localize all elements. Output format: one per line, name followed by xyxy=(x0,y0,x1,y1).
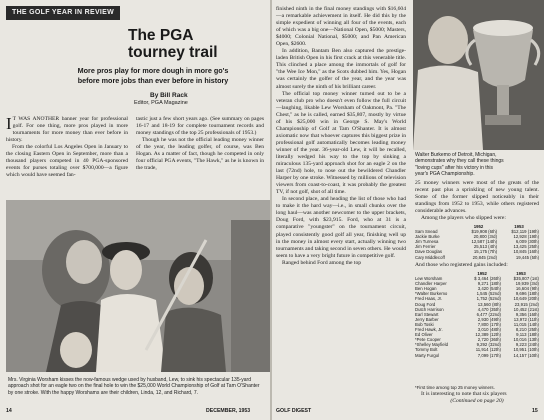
player-name-cell: Cary Middlecoff xyxy=(415,254,445,260)
paragraph: Though he was not the official leading money winner of the year, the leading golfer, of course, was Ben Hogan. As a matter of fact, though he competed in only four official PGA events, "The Hawk," as he is known in the trade, xyxy=(136,137,264,172)
earnings-cell: 7,800 (17th) xyxy=(477,321,501,327)
caption-line: Walter Burkemo of Detroit, Michigan, xyxy=(415,152,497,158)
table-row xyxy=(414,249,540,254)
issue-date: DECEMBER, 1953 xyxy=(206,408,251,414)
article-column-2 xyxy=(136,116,264,172)
section-banner: THE GOLF YEAR IN REVIEW xyxy=(6,6,120,20)
deck-line: More pros play for more dough in more go's xyxy=(77,66,229,75)
headline-line: tourney trail xyxy=(128,44,218,61)
player-name-cell: Dutch Harrison xyxy=(415,306,444,312)
trophy-photo-caption xyxy=(415,152,541,177)
table-row xyxy=(414,296,540,301)
earnings-cell: 2,930 (49th) xyxy=(477,316,501,322)
left-page xyxy=(0,0,270,420)
earnings-cell: 1,545 (52nd) xyxy=(476,291,501,297)
earnings-cell: $12,119 (19th) xyxy=(511,229,539,235)
headline xyxy=(128,27,268,61)
table-header-cell: 1953 xyxy=(514,224,524,229)
table-row xyxy=(414,353,540,358)
byline: By Bill Rack xyxy=(150,92,188,99)
earnings-cell: 6,477 (22nd) xyxy=(476,311,501,317)
page-number-left: 14 xyxy=(6,408,12,414)
paragraph: In second place, and heading the list of those who had to make it the hard way—i.e., in small chunks over the long haul—was another newcomer to the upper brackets, Doug Ford, with $23,915. Ford, who at 31 is a comparative "youngster" on the tournament circuit, played consistently good golf all year, finishing well up in the money in almost every start, actually winning two tournaments and taking second in seven others. He would seem to have a very bright future in competitive golf. xyxy=(276,196,406,259)
player-name-cell: Bob Toski xyxy=(415,321,434,327)
gaining-players-table xyxy=(414,271,540,358)
paragraph xyxy=(6,116,128,144)
earnings-cell: $ 3,464 (26th) xyxy=(474,276,501,282)
gains-intro: And those who registered gains included: xyxy=(415,262,508,268)
earnings-cell: 14,157 (10th) xyxy=(513,352,539,358)
slipped-players-table xyxy=(414,224,540,260)
earnings-cell: 13,972 (11th) xyxy=(513,316,539,322)
paragraph: In addition, Bantam Ben also captured the prestige-laden British Open in his first crack at this venerable title. This clinched a place among the immortals of golf for "the Wee Ice Mon," as the Scots dubbed him. Yes, Hogan was certainly the golfer of the year, and the year was almost surely the ninth of his brilliant career. xyxy=(276,48,406,90)
caption-line: "loving cups" after his victory in this xyxy=(415,164,494,171)
player-name-cell: *Walter Burkemo xyxy=(415,291,448,297)
table-row xyxy=(414,307,540,312)
player-name-cell: Ed Oliver xyxy=(415,332,433,338)
drop-cap: I xyxy=(6,114,12,133)
earnings-cell: 9,292 (32nd) xyxy=(476,342,501,348)
earnings-cell: 3,010 (48th) xyxy=(477,327,501,333)
player-name-cell: Jim Ferrier xyxy=(415,244,436,250)
earnings-cell: $35,807 (1st) xyxy=(513,276,539,282)
player-name-cell: Chandler Harper xyxy=(415,281,447,287)
earnings-cell: 13,560 (8th) xyxy=(477,301,501,307)
photo-caption: Mrs. Virginia Worsham kisses the now-famous wedge used by husband, Lew, to sink his spectacular 135-yard approach shot for an eagle two on the final hole to win the $25,000 World Championship of Golf at Tam O'Shanter by one stroke. With the happy Worshams are their children, Linda, 12, and Richard, 7. xyxy=(8,377,260,396)
paragraph-text: T WAS ANOTHER banner year for professional golf. For one thing, more pros played in more tournaments for more money than ever before in history. xyxy=(6,116,128,144)
page-number-right: 15 xyxy=(532,408,538,414)
earnings-cell: 10,649 (20th) xyxy=(513,296,539,302)
player-name-cell: Jackie Burke xyxy=(415,234,440,240)
player-name-cell: Ben Hogan xyxy=(415,286,437,292)
paragraph: Ranged behind Ford among the top xyxy=(282,259,362,266)
earnings-cell: 20,845 (2nd) xyxy=(472,254,498,260)
earnings-cell: 16,604 (9th) xyxy=(515,286,539,292)
player-name-cell: Jim Turnesa xyxy=(415,239,439,245)
earnings-cell: 10,951 (10th) xyxy=(513,347,539,353)
closing-line: It is interesting to note that six players xyxy=(421,391,507,397)
table-header-cell: 1952 xyxy=(473,224,484,229)
player-name-cell: Doug Ford xyxy=(415,301,436,307)
article-column-3 xyxy=(276,6,406,267)
player-name-cell: Fred Hawk, Jr. xyxy=(415,327,443,333)
earnings-cell: 9,271 (18th) xyxy=(477,281,501,287)
table-row xyxy=(414,347,540,352)
player-name-cell: Lew Worsham xyxy=(415,276,443,282)
paragraph: Among the players who slipped were: xyxy=(421,215,506,222)
right-page xyxy=(272,0,544,420)
paragraph: 25 money winners were most of the greats of the recent past plus a sprinkling of new young talent. Some of the former slipped noticeably in their standings from 1952 to 1953, while others registered considerable advances. xyxy=(415,180,539,215)
player-name-cell: Earl Stewart xyxy=(415,311,439,317)
worsham-family-photo xyxy=(6,200,270,372)
earnings-cell: 4,470 (35th) xyxy=(477,306,501,312)
earnings-cell: 3,420 (54th) xyxy=(477,286,501,292)
player-name-cell: Marty Furgol xyxy=(415,352,440,358)
deck-line: before more jobs than ever before in history xyxy=(77,75,229,85)
earnings-cell: 20,800 (3rd) xyxy=(473,234,498,240)
magazine-name: GOLF DIGEST xyxy=(276,408,312,414)
earnings-cell: 10,016 (13th) xyxy=(513,337,539,343)
earnings-cell: 12,587 (14th) xyxy=(471,239,498,245)
caption-line: year's PGA Championship. xyxy=(415,170,475,177)
player-name-cell: Sam Snead xyxy=(415,229,438,235)
earnings-cell: 12,389 (12th) xyxy=(475,332,501,338)
earnings-cell: 11,015 (14th) xyxy=(513,321,539,327)
player-name-cell: *Shelley Mayfield xyxy=(415,342,448,348)
table-footnote: *First time among top 25 money winners. xyxy=(415,385,495,390)
caption-line: demonstrates why they call these things xyxy=(415,158,504,165)
paragraph: finished ninth in the final money standings with $16,604—a remarkable achievement in itself. He did this by the simple expedient of winning all four of the events, each of which was a big one—National Open, $5000; Masters, $4000; Colonial National, $5000; and Pan American Open, $2600. xyxy=(276,6,406,48)
player-name-cell: Jerry Barber xyxy=(415,316,439,322)
table-header-cell: 1952 xyxy=(477,271,487,276)
earnings-cell: 9,356 (16th) xyxy=(515,311,539,317)
player-name-cell: Fred Haas, Jr. xyxy=(415,296,442,302)
byline-role: Editor, PGA Magazine xyxy=(134,100,188,106)
earnings-cell: 7,099 (17th) xyxy=(477,352,501,358)
table-row xyxy=(414,255,540,260)
earnings-cell: 10,452 (21st) xyxy=(513,306,539,312)
burkemo-trophy-photo xyxy=(413,0,544,150)
earnings-cell: 15,175 (7th) xyxy=(473,249,498,255)
player-name-cell: Dave Douglas xyxy=(415,249,442,255)
table-row xyxy=(414,302,540,307)
earnings-cell: 9,696 (18th) xyxy=(515,291,539,297)
earnings-cell: 19,445 (5th) xyxy=(515,254,539,260)
earnings-cell: 11,914 (12th) xyxy=(475,347,501,353)
earnings-cell: 1,752 (52nd) xyxy=(476,296,501,302)
earnings-cell: 6,009 (30th) xyxy=(515,239,539,245)
earnings-cell: 23,915 (2nd) xyxy=(514,301,539,307)
paragraph: The official top money winner turned out to be a veteran club pro who doesn't even follow the full circuit—laughing, likable Lew Worsham of Oakmont, Pa. "The Chest," as he is called, earned $35,807, mostly by virtue of his $25,000 win in George S. May's World Championship of Golf at Tam O'Shanter. It is almost axiomatic now that whoever captures this biggest prize in professional golf automatically becomes leading money winner of the year. 36-year-old Lew, it will be recalled, literally wedged his way to the top by sinking a miraculous 135-yard approach shot for an eagle 2 on the last (72nd) hole, to nose out the bewildered Chandler Harper by one stroke. Witnessed by millions of television viewers from coast-to-coast, it was probably the greatest TV, if not golf, shot of all time. xyxy=(276,90,406,196)
paragraph: From the colorful Los Angeles Open in January to the closing Eastern Open in September, more than a thousand players competed in 40 PGA-sponsored events for purses totaling over $700,000—a figure which would have seemed fan- xyxy=(6,144,128,179)
closing-text xyxy=(415,391,539,405)
continued-note: (Continued on page 20) xyxy=(450,398,504,405)
earnings-cell: 10,845 (16th) xyxy=(513,249,539,255)
earnings-cell: 12,928 (19th) xyxy=(513,234,539,240)
player-name-cell: Tommy Bolt xyxy=(415,347,438,353)
headline-line: The PGA xyxy=(128,27,194,44)
earnings-cell: 19,939 (3rd) xyxy=(515,281,539,287)
earnings-cell: 13,425 (25th) xyxy=(513,244,539,250)
article-column-4 xyxy=(415,180,539,222)
player-name-cell: *Pete Cooper xyxy=(415,337,441,343)
earnings-cell: 9,113 (18th) xyxy=(516,332,539,338)
earnings-cell: $19,908 (6th) xyxy=(471,229,498,235)
earnings-cell: 25,513 (4th) xyxy=(473,244,498,250)
table-header-cell: 1953 xyxy=(516,271,526,276)
earnings-cell: 8,210 (25th) xyxy=(515,327,539,333)
article-column-1 xyxy=(6,116,128,179)
deck xyxy=(38,66,268,85)
earnings-cell: 9,223 (24th) xyxy=(515,342,539,348)
earnings-cell: 2,720 (36th) xyxy=(477,337,501,343)
paragraph: tastic just a few short years ago. (See summary on pages 16-17 and 18-19 for complete tournament records and money standings of the top 25 professionals of 1953.) xyxy=(136,116,264,137)
